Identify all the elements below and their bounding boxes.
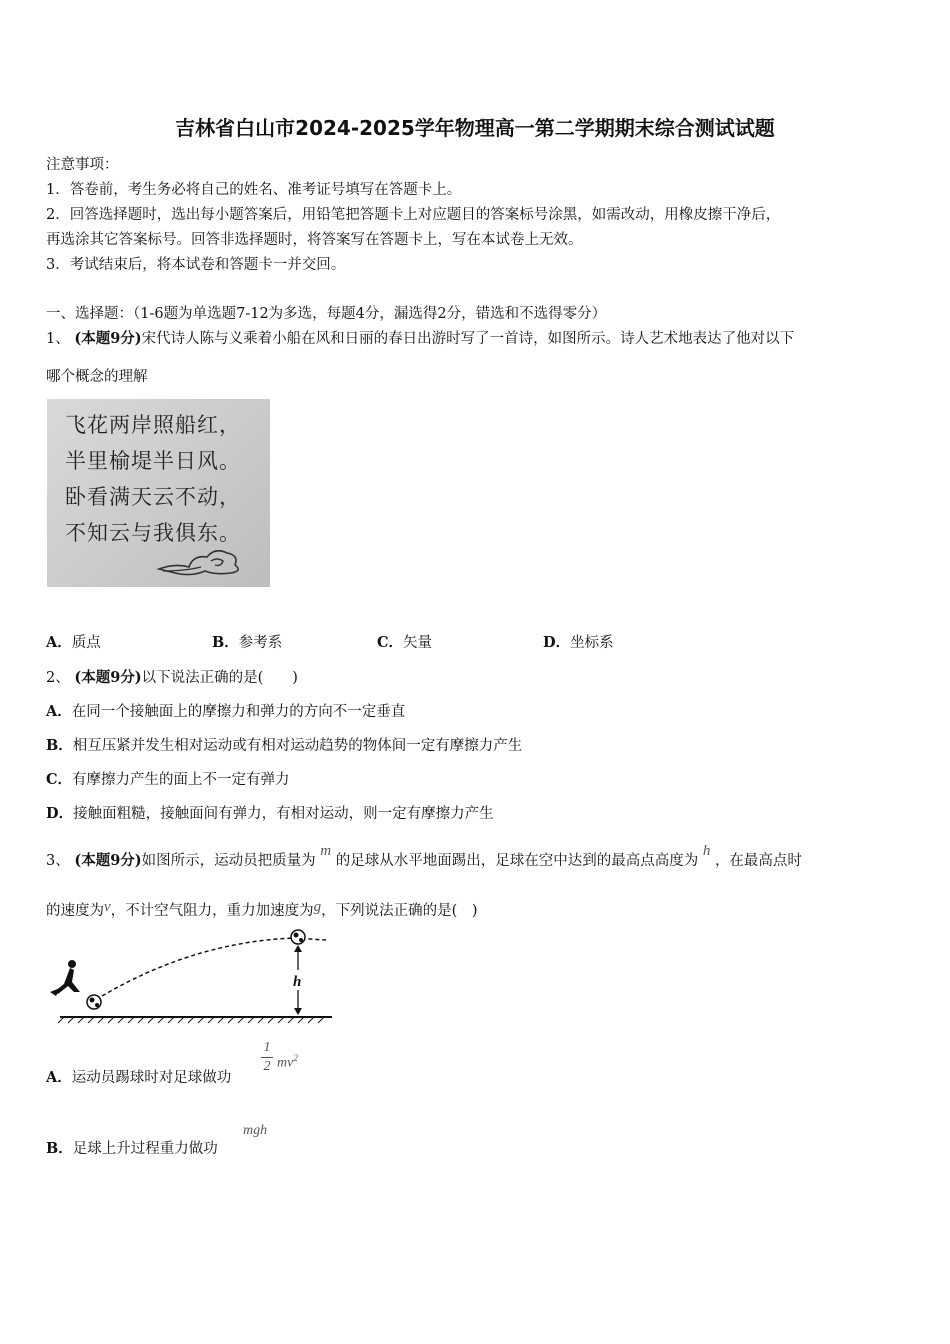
q1-option-b[interactable]: B．参考系 <box>212 634 283 651</box>
football-trajectory-figure <box>44 926 336 1026</box>
var-h: h <box>702 843 711 859</box>
q1-text: 宋代诗人陈与义乘着小船在风和日丽的春日出游时写了一首诗，如图所示。诗人艺术地表达了他对以下 <box>141 331 795 347</box>
poem-line: 半里榆堤半日风。 <box>65 449 241 473</box>
q2-option-a[interactable]: A．在同一个接触面上的摩擦力和弹力的方向不一定垂直 <box>46 703 406 720</box>
q3-stem: 3、 (本题9分)如图所示，运动员把质量为 m 的足球从水平地面踢出，足球在空中达到的最高点高度为 h ，在最高点时 <box>46 843 802 869</box>
page-title: 吉林省白山市2024-2025学年物理高一第二学期期末综合测试试题 <box>175 116 775 140</box>
ball-top-icon <box>291 930 305 944</box>
var-v: v <box>104 899 111 915</box>
q3-stem-cont: 的速度为v，不计空气阻力，重力加速度为g，下列说法正确的是( ) <box>46 899 478 919</box>
notice-item: 2．回答选择题时，选出每小题答案后，用铅笔把答题卡上对应题目的答案标号涂黑，如需改动，用橡皮擦干净后， <box>46 207 781 223</box>
q1-stem-cont: 哪个概念的理解 <box>46 369 148 385</box>
notice-item: 1．答卷前，考生务必将自己的姓名、准考证号填写在答题卡上。 <box>46 182 462 198</box>
notice-item: 3．考试结束后，将本试卷和答题卡一并交回。 <box>46 257 346 273</box>
q1-option-a[interactable]: A．质点 <box>46 634 101 651</box>
var-m: m <box>320 843 332 859</box>
poem-line: 不知云与我俱东。 <box>65 521 241 545</box>
expr-mgh: mgh <box>243 1123 268 1138</box>
notice-item: 再选涂其它答案标号。回答非选择题时，将答案写在答题卡上，写在本试卷上无效。 <box>46 232 583 248</box>
q2-stem: 2、 (本题9分)以下说法正确的是( ) <box>46 669 298 686</box>
q3-option-b[interactable]: B．足球上升过程重力做功 <box>46 1140 218 1157</box>
q2-option-d[interactable]: D．接触面粗糙，接触面间有弹力，有相对运动，则一定有摩擦力产生 <box>46 805 494 822</box>
section-heading: 一、选择题：（1-6题为单选题7-12为多选，每题4分，漏选得2分，错选和不选得零分） <box>46 306 607 322</box>
poem-line: 卧看满天云不动， <box>65 485 241 509</box>
q1-score: (本题9分) <box>74 330 142 347</box>
poem-image <box>47 399 270 587</box>
q1-option-d[interactable]: D．坐标系 <box>543 634 614 651</box>
notice-heading: 注意事项： <box>46 157 119 173</box>
expr-mv2: $mv^2$ <box>277 1053 298 1071</box>
poem-line: 飞花两岸照船红， <box>65 413 241 437</box>
q1-number: 1、 <box>46 331 70 347</box>
ball-start-icon <box>87 995 101 1009</box>
cloud-icon <box>155 545 245 579</box>
fraction-one-half: 1 2 <box>261 1040 273 1075</box>
q1-stem <box>46 327 794 348</box>
player-icon <box>50 960 80 996</box>
q2-option-b[interactable]: B．相互压紧并发生相对运动或有相对运动趋势的物体间一定有摩擦力产生 <box>46 737 523 754</box>
q1-option-c[interactable]: C．矢量 <box>377 634 433 651</box>
figure-h-label: h <box>293 974 302 990</box>
var-g: g <box>313 899 322 915</box>
q3-option-a[interactable]: A．运动员踢球时对足球做功 <box>46 1069 232 1086</box>
q2-option-c[interactable]: C．有摩擦力产生的面上不一定有弹力 <box>46 771 290 788</box>
